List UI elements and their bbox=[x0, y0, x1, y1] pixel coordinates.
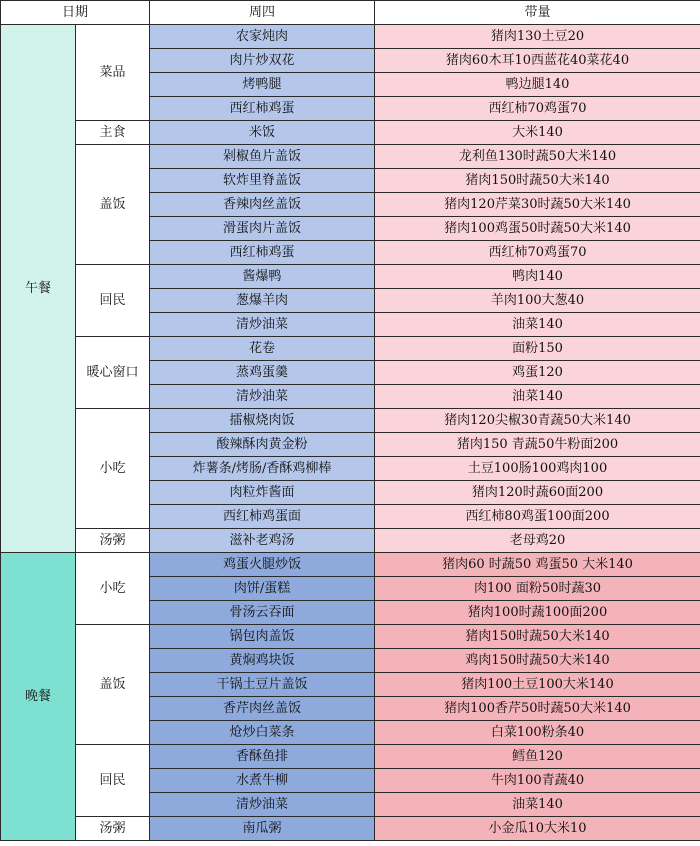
dish-name: 清炒油菜 bbox=[150, 385, 375, 409]
menu-row bbox=[1, 553, 700, 577]
menu-row bbox=[1, 337, 700, 361]
dish-name: 鸡蛋火腿炒饭 bbox=[150, 553, 375, 577]
dish-name: 黄焖鸡块饭 bbox=[150, 649, 375, 673]
dish-name: 西红柿鸡蛋 bbox=[150, 97, 375, 121]
portion-amount: 龙利鱼130时蔬50大米140 bbox=[375, 145, 700, 169]
portion-amount: 猪肉60 时蔬50 鸡蛋50 大米140 bbox=[375, 553, 700, 577]
dish-name: 骨汤云吞面 bbox=[150, 601, 375, 625]
dish-name: 滑蛋肉片盖饭 bbox=[150, 217, 375, 241]
dish-name: 肉饼/蛋糕 bbox=[150, 577, 375, 601]
dish-name: 蒸鸡蛋羹 bbox=[150, 361, 375, 385]
dish-name: 酸辣酥肉黄金粉 bbox=[150, 433, 375, 457]
menu-row bbox=[1, 625, 700, 649]
dish-name: 擂椒烧肉饭 bbox=[150, 409, 375, 433]
portion-amount: 小金瓜10大米10 bbox=[375, 817, 700, 841]
meal-label: 午餐 bbox=[1, 25, 76, 553]
portion-amount: 鸭边腿140 bbox=[375, 73, 700, 97]
dish-name: 肉片炒双花 bbox=[150, 49, 375, 73]
portion-amount: 西红柿70鸡蛋70 bbox=[375, 97, 700, 121]
portion-amount: 老母鸡20 bbox=[375, 529, 700, 553]
dish-name: 肉粒炸酱面 bbox=[150, 481, 375, 505]
category-label: 汤粥 bbox=[76, 529, 150, 553]
menu-row bbox=[1, 409, 700, 433]
category-label: 小吃 bbox=[76, 409, 150, 529]
portion-amount: 鸡肉150时蔬50大米140 bbox=[375, 649, 700, 673]
portion-amount: 土豆100肠100鸡肉100 bbox=[375, 457, 700, 481]
dish-name: 香芹肉丝盖饭 bbox=[150, 697, 375, 721]
portion-amount: 白菜100粉条40 bbox=[375, 721, 700, 745]
menu-row bbox=[1, 817, 700, 841]
portion-amount: 牛肉100青蔬40 bbox=[375, 769, 700, 793]
category-label: 菜品 bbox=[76, 25, 150, 121]
portion-amount: 鳕鱼120 bbox=[375, 745, 700, 769]
dish-name: 软炸里脊盖饭 bbox=[150, 169, 375, 193]
dish-name: 滋补老鸡汤 bbox=[150, 529, 375, 553]
portion-amount: 猪肉150时蔬50大米140 bbox=[375, 169, 700, 193]
portion-amount: 油菜140 bbox=[375, 793, 700, 817]
dish-name: 花卷 bbox=[150, 337, 375, 361]
menu-body bbox=[1, 25, 700, 841]
dish-name: 清炒油菜 bbox=[150, 313, 375, 337]
dish-name: 酱爆鸭 bbox=[150, 265, 375, 289]
portion-amount: 西红柿70鸡蛋70 bbox=[375, 241, 700, 265]
portion-amount: 猪肉130土豆20 bbox=[375, 25, 700, 49]
dish-name: 炸薯条/烤肠/香酥鸡柳棒 bbox=[150, 457, 375, 481]
portion-amount: 猪肉150 青蔬50牛粉面200 bbox=[375, 433, 700, 457]
category-label: 汤粥 bbox=[76, 817, 150, 841]
menu-row bbox=[1, 529, 700, 553]
dish-name: 清炒油菜 bbox=[150, 793, 375, 817]
menu-row bbox=[1, 25, 700, 49]
portion-amount: 油菜140 bbox=[375, 313, 700, 337]
dish-name: 剁椒鱼片盖饭 bbox=[150, 145, 375, 169]
dish-name: 农家炖肉 bbox=[150, 25, 375, 49]
dish-name: 锅包肉盖饭 bbox=[150, 625, 375, 649]
portion-amount: 羊肉100大葱40 bbox=[375, 289, 700, 313]
dish-name: 炝炒白菜条 bbox=[150, 721, 375, 745]
dish-name: 西红柿鸡蛋 bbox=[150, 241, 375, 265]
portion-amount: 猪肉120时蔬60面200 bbox=[375, 481, 700, 505]
dish-name: 烤鸭腿 bbox=[150, 73, 375, 97]
dish-name: 西红柿鸡蛋面 bbox=[150, 505, 375, 529]
portion-amount: 猪肉100时蔬100面200 bbox=[375, 601, 700, 625]
meal-label: 晚餐 bbox=[1, 553, 76, 841]
category-label: 小吃 bbox=[76, 553, 150, 625]
dish-name: 香酥鱼排 bbox=[150, 745, 375, 769]
dish-name: 干锅土豆片盖饭 bbox=[150, 673, 375, 697]
header-day: 周四 bbox=[150, 1, 375, 25]
portion-amount: 大米140 bbox=[375, 121, 700, 145]
category-label: 盖饭 bbox=[76, 625, 150, 745]
category-label: 盖饭 bbox=[76, 145, 150, 265]
category-label: 回民 bbox=[76, 265, 150, 337]
category-label: 回民 bbox=[76, 745, 150, 817]
category-label: 主食 bbox=[76, 121, 150, 145]
portion-amount: 猪肉100鸡蛋50时蔬50大米140 bbox=[375, 217, 700, 241]
portion-amount: 油菜140 bbox=[375, 385, 700, 409]
portion-amount: 猪肉60木耳10西蓝花40菜花40 bbox=[375, 49, 700, 73]
portion-amount: 面粉150 bbox=[375, 337, 700, 361]
portion-amount: 猪肉120芹菜30时蔬50大米140 bbox=[375, 193, 700, 217]
portion-amount: 鸭肉140 bbox=[375, 265, 700, 289]
dish-name: 香辣肉丝盖饭 bbox=[150, 193, 375, 217]
portion-amount: 猪肉100香芹50时蔬50大米140 bbox=[375, 697, 700, 721]
portion-amount: 鸡蛋120 bbox=[375, 361, 700, 385]
dish-name: 米饭 bbox=[150, 121, 375, 145]
header-row bbox=[1, 1, 700, 25]
menu-row bbox=[1, 745, 700, 769]
portion-amount: 西红柿80鸡蛋100面200 bbox=[375, 505, 700, 529]
dish-name: 南瓜粥 bbox=[150, 817, 375, 841]
portion-amount: 猪肉150时蔬50大米140 bbox=[375, 625, 700, 649]
header-date: 日期 bbox=[1, 1, 150, 25]
dish-name: 葱爆羊肉 bbox=[150, 289, 375, 313]
dish-name: 水煮牛柳 bbox=[150, 769, 375, 793]
portion-amount: 猪肉120尖椒30青蔬50大米140 bbox=[375, 409, 700, 433]
menu-row bbox=[1, 121, 700, 145]
portion-amount: 猪肉100土豆100大米140 bbox=[375, 673, 700, 697]
portion-amount: 肉100 面粉50时蔬30 bbox=[375, 577, 700, 601]
header-portion: 带量 bbox=[375, 1, 700, 25]
menu-row bbox=[1, 145, 700, 169]
menu-row bbox=[1, 265, 700, 289]
category-label: 暖心窗口 bbox=[76, 337, 150, 409]
